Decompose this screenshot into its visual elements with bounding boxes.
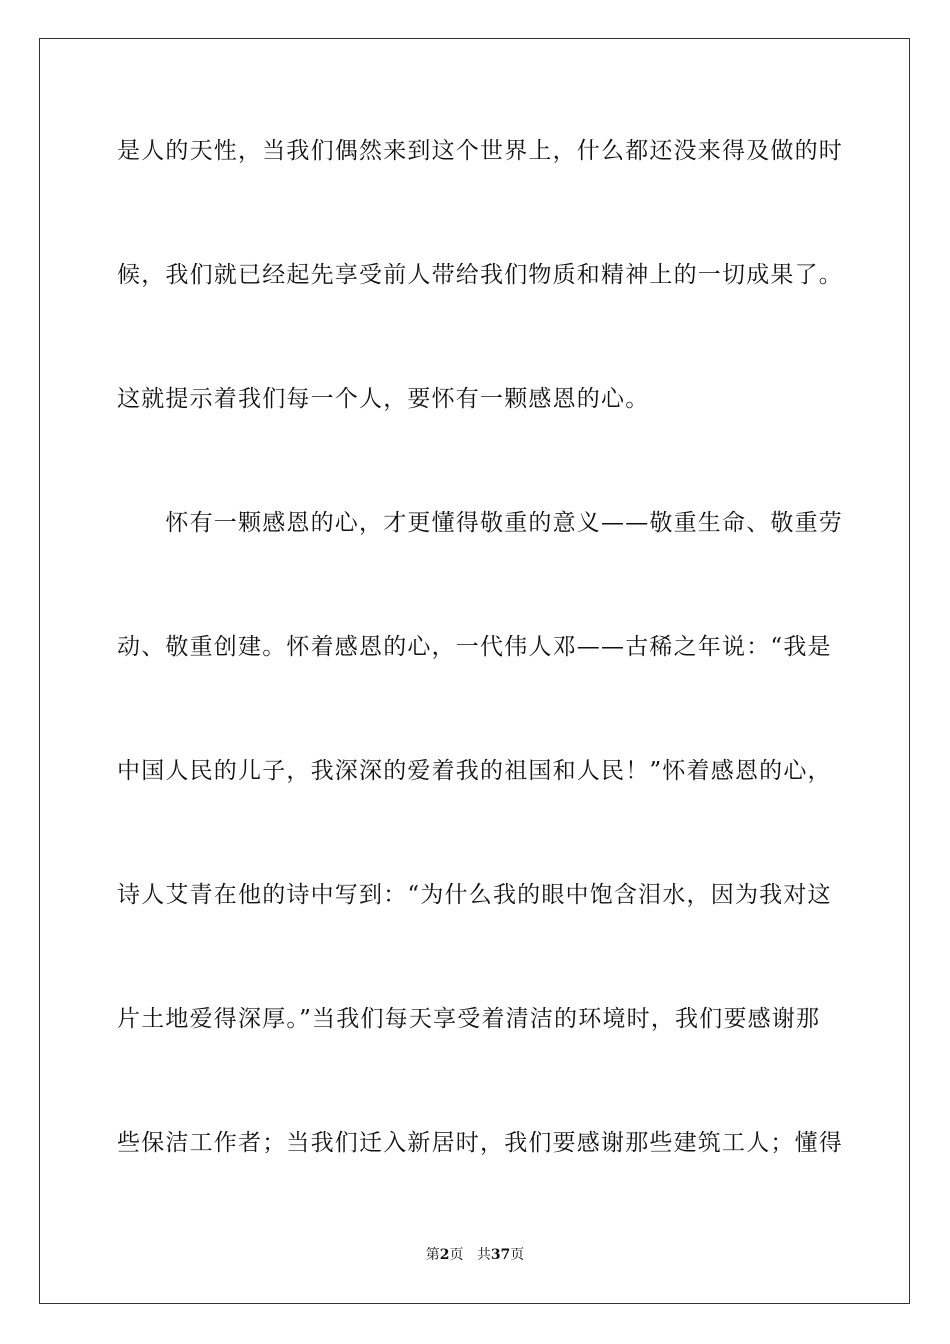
page-suffix: 页 — [449, 1247, 464, 1263]
page-border — [39, 38, 910, 1304]
total-suffix: 页 — [510, 1247, 525, 1263]
page-prefix: 第 — [425, 1247, 440, 1263]
text-line-1: 是人的天性，当我们偶然来到这个世界上，什么都还没来得及做的时 — [117, 138, 843, 164]
text-line-4: 怀有一颗感恩的心，才更懂得敬重的意义——敬重生命、敬重劳 — [117, 510, 843, 536]
text-line-5: 动、敬重创建。怀着感恩的心，一代伟人邓——古稀之年说：“我是 — [117, 634, 832, 660]
text-line-2: 候，我们就已经起先享受前人带给我们物质和精神上的一切成果了。 — [117, 262, 843, 288]
total-pages: 37 — [490, 1247, 511, 1263]
text-line-8: 片土地爱得深厚。”当我们每天享受着清洁的环境时，我们要感谢那 — [117, 1006, 821, 1032]
text-line-9: 些保洁工作者；当我们迁入新居时，我们要感谢那些建筑工人；懂得 — [117, 1130, 843, 1156]
text-line-3: 这就提示着我们每一个人，要怀有一颗感恩的心。 — [117, 386, 650, 412]
total-prefix: 共 — [476, 1247, 491, 1263]
page-number: 2 — [439, 1247, 450, 1263]
text-line-7: 诗人艾青在他的诗中写到：“为什么我的眼中饱含泪水，因为我对这 — [117, 882, 832, 908]
text-line-6: 中国人民的儿子，我深深的爱着我的祖国和人民！”怀着感恩的心， — [117, 758, 832, 784]
page-footer — [0, 1246, 950, 1264]
